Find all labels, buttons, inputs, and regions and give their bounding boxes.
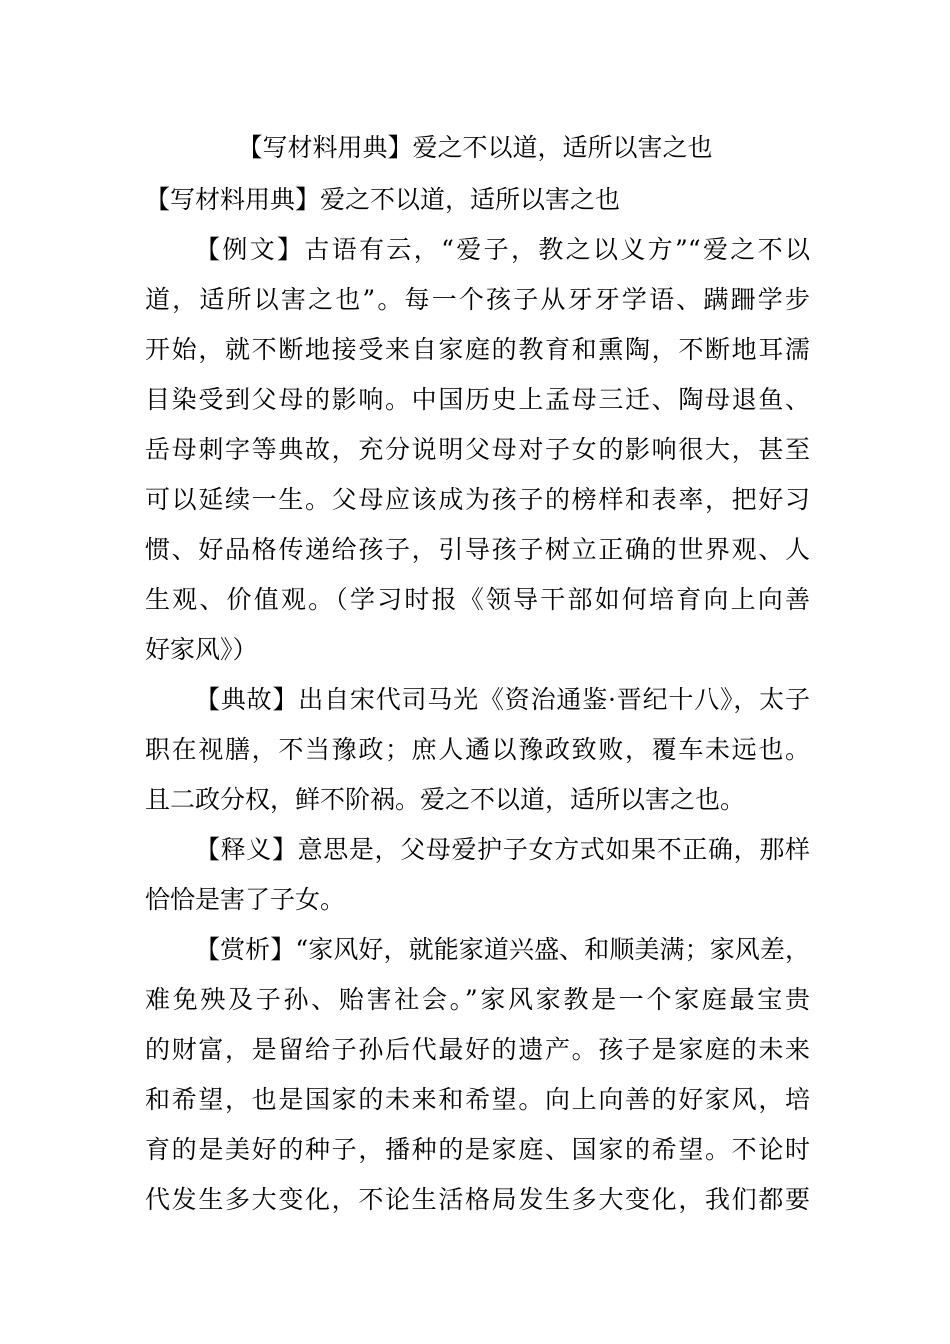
appreciation-text-line: 难免殃及子孙、贻害社会。”家风家教是一个家庭最宝贵 [145, 985, 810, 1014]
example-text-line: 道，适所以害之也”。每一个孩子从牙牙学语、蹒跚学步 [145, 285, 810, 314]
example-text-line: 好家风》） [145, 635, 258, 664]
example-text-line: 开始，就不断地接受来自家庭的教育和熏陶，不断地耳濡 [145, 335, 810, 364]
appreciation-text-line: 【赏析】“家风好，就能家道兴盛、和顺美满；家风差， [195, 935, 810, 964]
appreciation-text-line: 和希望，也是国家的未来和希望。向上向善的好家风，培 [145, 1085, 810, 1114]
allusion-text-line: 职在视膳，不当豫政；庶人遹以豫政致败，覆车未远也。 [145, 735, 810, 764]
document-title: 【写材料用典】爱之不以道，适所以害之也 [237, 133, 713, 162]
example-text-line: 【例文】古语有云，“爱子，教之以义方”“爱之不以 [195, 235, 810, 264]
example-text-line: 目染受到父母的影响。中国历史上孟母三迁、陶母退鱼、 [145, 385, 810, 414]
appreciation-text-line: 育的是美好的种子，播种的是家庭、国家的希望。不论时 [145, 1135, 810, 1164]
example-text-line: 可以延续一生。父母应该成为孩子的榜样和表率，把好习 [145, 485, 810, 514]
allusion-text-line: 【典故】出自宋代司马光《资治通鉴·晋纪十八》，太子 [195, 685, 810, 714]
document-subtitle: 【写材料用典】爱之不以道，适所以害之也 [145, 185, 621, 214]
allusion-text-line: 且二政分权，鲜不阶祸。爱之不以道，适所以害之也。 [145, 785, 746, 814]
appreciation-text-line: 的财富，是留给子孙后代最好的遗产。孩子是家庭的未来 [145, 1035, 810, 1064]
example-text-line: 岳母刺字等典故，充分说明父母对子女的影响很大，甚至 [145, 435, 810, 464]
meaning-text-line: 【释义】意思是，父母爱护子女方式如果不正确，那样 [195, 835, 810, 864]
meaning-text-line: 恰恰是害了子女。 [145, 885, 346, 914]
example-text-line: 惯、好品格传递给孩子，引导孩子树立正确的世界观、人 [145, 535, 810, 564]
appreciation-text-line: 代发生多大变化，不论生活格局发生多大变化，我们都要 [145, 1185, 810, 1214]
example-text-line: 生观、价值观。（学习时报《领导干部如何培育向上向善 [145, 585, 810, 614]
